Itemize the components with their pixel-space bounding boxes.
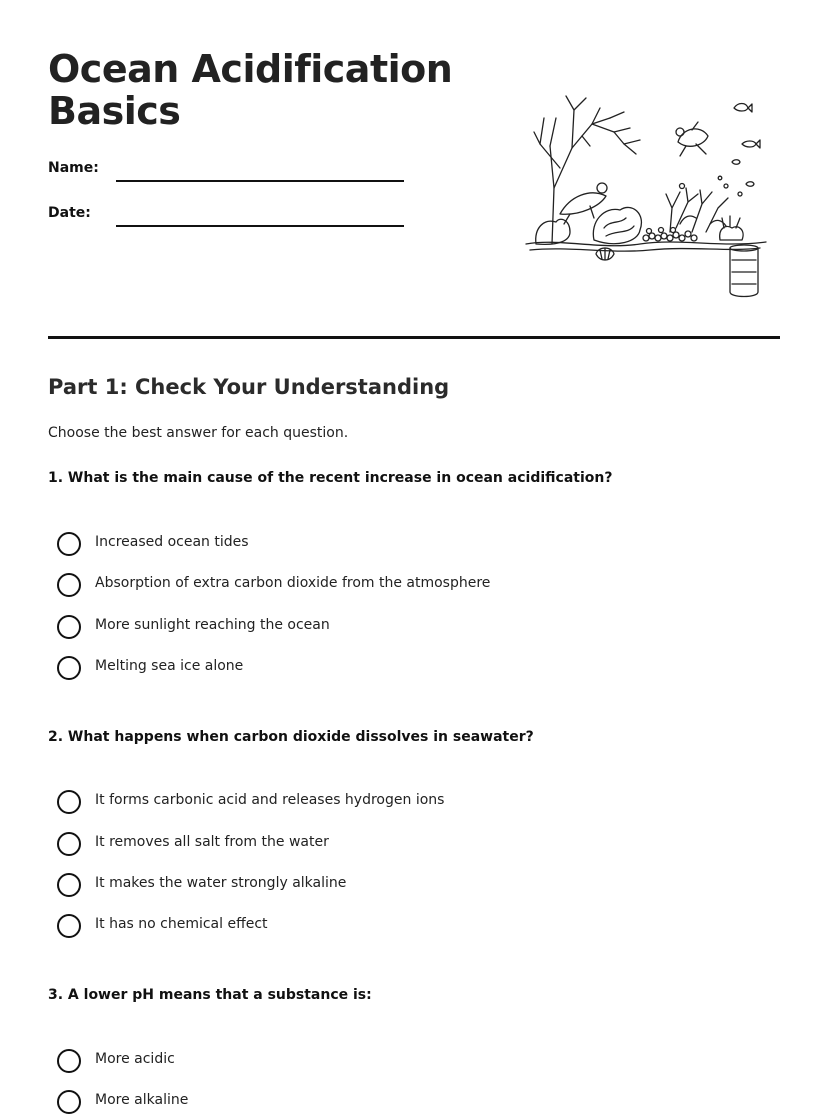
date-field-line[interactable] xyxy=(116,225,404,227)
q1-option-3[interactable] xyxy=(57,615,757,641)
option-label: Melting sea ice alone xyxy=(95,658,244,674)
option-label: More acidic xyxy=(95,1051,175,1067)
worksheet-title: Ocean Acidification Basics xyxy=(48,47,453,133)
radio-button[interactable] xyxy=(57,656,81,680)
q1-option-2[interactable] xyxy=(57,573,757,599)
name-field[interactable] xyxy=(48,160,408,186)
option-label: Increased ocean tides xyxy=(95,534,249,550)
option-label: It removes all salt from the water xyxy=(95,834,329,850)
radio-button[interactable] xyxy=(57,615,81,639)
q2-option-3[interactable] xyxy=(57,873,757,899)
option-label: Absorption of extra carbon dioxide from the atmosphere xyxy=(95,575,491,591)
question-1: 1. What is the main cause of the recent increase in ocean acidification? xyxy=(48,470,613,486)
radio-button[interactable] xyxy=(57,532,81,556)
question-3: 3. A lower pH means that a substance is: xyxy=(48,987,372,1003)
option-label: More sunlight reaching the ocean xyxy=(95,617,330,633)
q2-option-1[interactable] xyxy=(57,790,757,816)
radio-button[interactable] xyxy=(57,1049,81,1073)
option-label: It makes the water strongly alkaline xyxy=(95,875,347,891)
q3-option-1[interactable] xyxy=(57,1049,757,1075)
date-field-label: Date: xyxy=(48,205,91,221)
option-label: It forms carbonic acid and releases hydrogen ions xyxy=(95,792,445,808)
option-label: More alkaline xyxy=(95,1092,189,1108)
date-field[interactable] xyxy=(48,205,408,231)
question-2: 2. What happens when carbon dioxide dissolves in seawater? xyxy=(48,729,534,745)
part-1-instructions: Choose the best answer for each question. xyxy=(48,425,349,441)
option-label: It has no chemical effect xyxy=(95,916,268,932)
section-divider xyxy=(48,336,780,339)
q1-option-4[interactable] xyxy=(57,656,757,682)
radio-button[interactable] xyxy=(57,914,81,938)
name-field-label: Name: xyxy=(48,160,99,176)
radio-button[interactable] xyxy=(57,573,81,597)
q3-option-2[interactable] xyxy=(57,1090,757,1116)
q2-option-4[interactable] xyxy=(57,914,757,940)
radio-button[interactable] xyxy=(57,873,81,897)
radio-button[interactable] xyxy=(57,1090,81,1114)
radio-button[interactable] xyxy=(57,832,81,856)
radio-button[interactable] xyxy=(57,790,81,814)
part-1-title: Part 1: Check Your Understanding xyxy=(48,375,450,399)
q2-option-2[interactable] xyxy=(57,832,757,858)
coral-reef-illustration-icon xyxy=(520,88,776,304)
q1-option-1[interactable] xyxy=(57,532,757,558)
name-field-line[interactable] xyxy=(116,180,404,182)
